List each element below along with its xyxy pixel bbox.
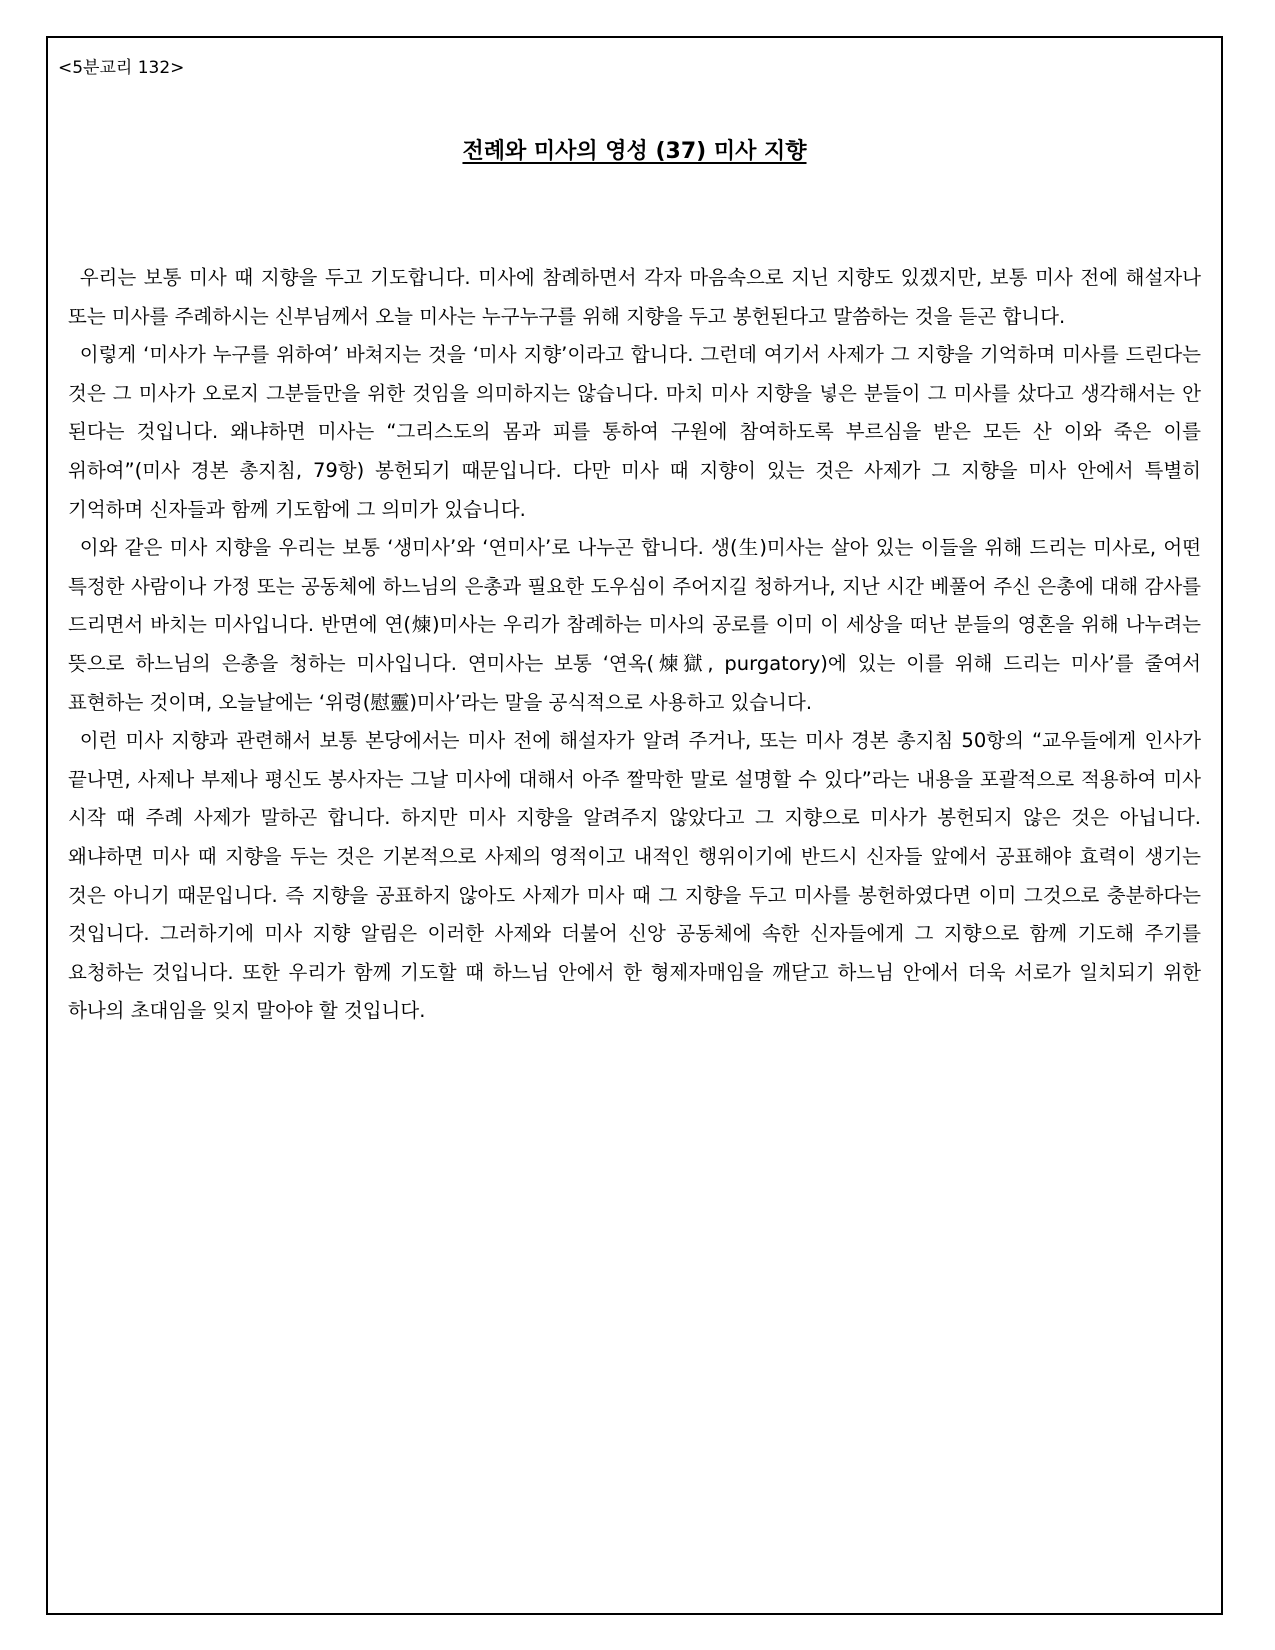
page-frame (46, 36, 1223, 1615)
paragraph-1: 우리는 보통 미사 때 지향을 두고 기도합니다. 미사에 참례하면서 각자 마음속으로 지닌 지향도 있겠지만, 보통 미사 전에 해설자나 또는 미사를 주례하시는 신부님께서 오늘 미사는 누구누구를 위해 지향을 두고 봉헌된다고 말씀하는 것을 듣곤 합니다. (68, 266, 1201, 328)
paragraph-2: 이렇게 ‘미사가 누구를 위하여’ 바쳐지는 것을 ‘미사 지향’이라고 합니다. 그런데 여기서 사제가 그 지향을 기억하며 미사를 드린다는 것은 그 미사가 오로지 그분들만을 위한 것임을 의미하지는 않습니다. 마치 미사 지향을 넣은 분들이 그 미사를 샀다고 생각해서는 안 된다는 것입니다. 왜냐하면 미사는 “그리스도의 몸과 피를 통하여 구원에 참여하도록 부르심을 받은 모든 산 이와 죽은 이를 위하여”(미사 경본 총지침, 79항) 봉헌되기 때문입니다. 다만 미사 때 지향이 있는 것은 사제가 그 지향을 미사 안에서 특별히 기억하며 신자들과 함께 기도함에 그 의미가 있습니다. (68, 343, 1201, 521)
document-code: <5분교리 132> (58, 58, 185, 78)
title-text: 전례와 미사의 영성 (37) 미사 지향 (462, 139, 807, 164)
document-title (48, 137, 1221, 167)
document-body (68, 259, 1201, 1031)
paragraph-4: 이런 미사 지향과 관련해서 보통 본당에서는 미사 전에 해설자가 알려 주거나, 또는 미사 경본 총지침 50항의 “교우들에게 인사가 끝나면, 사제나 부제나 평신도 봉사자는 그날 미사에 대해서 아주 짤막한 말로 설명할 수 있다”라는 내용을 포괄적으로 적용하여 미사 시작 때 주례 사제가 말하곤 합니다. 하지만 미사 지향을 알려주지 않았다고 그 지향으로 미사가 봉헌되지 않은 것은 아닙니다. 왜냐하면 미사 때 지향을 두는 것은 기본적으로 사제의 영적이고 내적인 행위이기에 반드시 신자들 앞에서 공표해야 효력이 생기는 것은 아니기 때문입니다. 즉 지향을 공표하지 않아도 사제가 미사 때 그 지향을 두고 미사를 봉헌하였다면 이미 그것으로 충분하다는 것입니다. 그러하기에 미사 지향 알림은 이러한 사제와 더불어 신앙 공동체에 속한 신자들에게 그 지향으로 함께 기도해 주기를 요청하는 것입니다. 또한 우리가 함께 기도할 때 하느님 안에서 한 형제자매임을 깨닫고 하느님 안에서 더욱 서로가 일치되기 위한 하나의 초대임을 잊지 말아야 할 것입니다. (68, 729, 1201, 1023)
paragraph-3: 이와 같은 미사 지향을 우리는 보통 ‘생미사’와 ‘연미사’로 나누곤 합니다. 생(生)미사는 살아 있는 이들을 위해 드리는 미사로, 어떤 특정한 사람이나 가정 또는 공동체에 하느님의 은총과 필요한 도우심이 주어지길 청하거나, 지난 시간 베풀어 주신 은총에 대해 감사를 드리면서 바치는 미사입니다. 반면에 연(煉)미사는 우리가 참례하는 미사의 공로를 이미 이 세상을 떠난 분들의 영혼을 위해 나누려는 뜻으로 하느님의 은총을 청하는 미사입니다. 연미사는 보통 ‘연옥(煉獄, purgatory)에 있는 이를 위해 드리는 미사’를 줄여서 표현하는 것이며, 오늘날에는 ‘위령(慰靈)미사’라는 말을 공식적으로 사용하고 있습니다. (68, 536, 1201, 714)
